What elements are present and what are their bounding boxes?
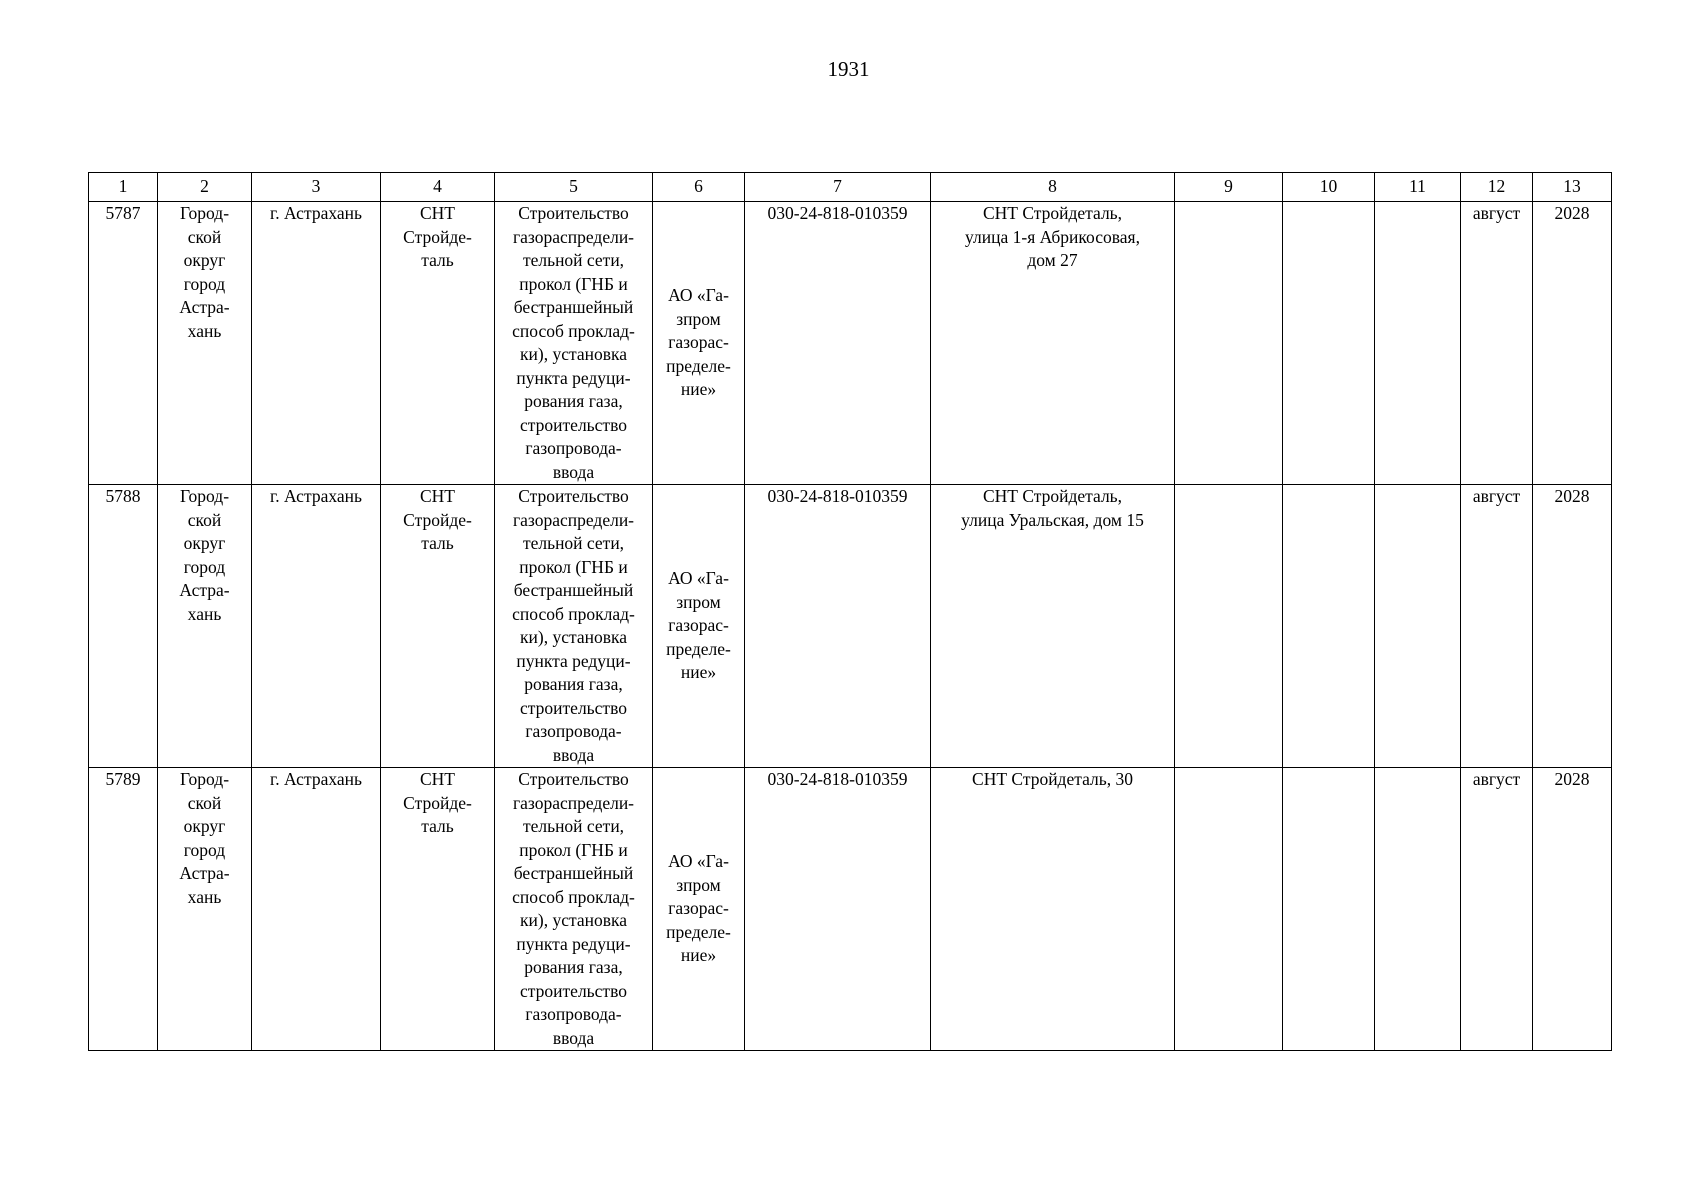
column-header-2: 2 (158, 173, 252, 202)
object-name-cell: СНТ Стройде- таль (381, 768, 495, 1051)
column-10-cell (1283, 768, 1375, 1051)
month-cell: август (1461, 768, 1533, 1051)
code-cell: 030-24-818-010359 (745, 768, 931, 1051)
row-number-cell: 5787 (89, 202, 158, 485)
column-9-cell (1175, 485, 1283, 768)
column-10-cell (1283, 202, 1375, 485)
column-header-6: 6 (653, 173, 745, 202)
object-name-cell: СНТ Стройде- таль (381, 202, 495, 485)
table-header-row (89, 173, 1612, 202)
organization-cell: АО «Га- зпром газорас- пределе- ние» (653, 485, 745, 768)
row-number-cell: 5788 (89, 485, 158, 768)
works-description-cell: Строительство газораспредели- тельной сети, прокол (ГНБ и бестраншейный способ проклад- ки), установка пункта редуци- рования газа, строительство газопровода- ввода (495, 485, 653, 768)
address-cell: СНТ Стройдеталь, улица 1-я Абрикосовая, дом 27 (931, 202, 1175, 485)
column-9-cell (1175, 202, 1283, 485)
month-cell: август (1461, 202, 1533, 485)
column-header-10: 10 (1283, 173, 1375, 202)
column-header-12: 12 (1461, 173, 1533, 202)
municipality-cell: Город- ской округ город Астра- хань (158, 485, 252, 768)
column-header-11: 11 (1375, 173, 1461, 202)
year-cell: 2028 (1533, 485, 1612, 768)
address-cell: СНТ Стройдеталь, улица Уральская, дом 15 (931, 485, 1175, 768)
month-cell: август (1461, 485, 1533, 768)
year-cell: 2028 (1533, 768, 1612, 1051)
settlement-cell: г. Астрахань (252, 485, 381, 768)
column-header-7: 7 (745, 173, 931, 202)
works-description-cell: Строительство газораспредели- тельной сети, прокол (ГНБ и бестраншейный способ проклад- ки), установка пункта редуци- рования газа, строительство газопровода- ввода (495, 202, 653, 485)
municipality-cell: Город- ской округ город Астра- хань (158, 768, 252, 1051)
table-row (89, 768, 1612, 1051)
organization-cell: АО «Га- зпром газорас- пределе- ние» (653, 768, 745, 1051)
column-11-cell (1375, 768, 1461, 1051)
works-description-cell: Строительство газораспредели- тельной сети, прокол (ГНБ и бестраншейный способ проклад- ки), установка пункта редуци- рования газа, строительство газопровода- ввода (495, 768, 653, 1051)
table-row (89, 485, 1612, 768)
column-header-3: 3 (252, 173, 381, 202)
column-header-8: 8 (931, 173, 1175, 202)
code-cell: 030-24-818-010359 (745, 202, 931, 485)
year-cell: 2028 (1533, 202, 1612, 485)
table-row (89, 202, 1612, 485)
column-11-cell (1375, 202, 1461, 485)
column-header-4: 4 (381, 173, 495, 202)
column-header-13: 13 (1533, 173, 1612, 202)
column-10-cell (1283, 485, 1375, 768)
object-name-cell: СНТ Стройде- таль (381, 485, 495, 768)
column-header-9: 9 (1175, 173, 1283, 202)
page-number: 1931 (827, 57, 870, 81)
code-cell: 030-24-818-010359 (745, 485, 931, 768)
row-number-cell: 5789 (89, 768, 158, 1051)
column-header-1: 1 (89, 173, 158, 202)
settlement-cell: г. Астрахань (252, 768, 381, 1051)
column-11-cell (1375, 485, 1461, 768)
column-header-5: 5 (495, 173, 653, 202)
register-table (88, 172, 1612, 1051)
column-9-cell (1175, 768, 1283, 1051)
address-cell: СНТ Стройдеталь, 30 (931, 768, 1175, 1051)
municipality-cell: Город- ской округ город Астра- хань (158, 202, 252, 485)
organization-cell: АО «Га- зпром газорас- пределе- ние» (653, 202, 745, 485)
settlement-cell: г. Астрахань (252, 202, 381, 485)
